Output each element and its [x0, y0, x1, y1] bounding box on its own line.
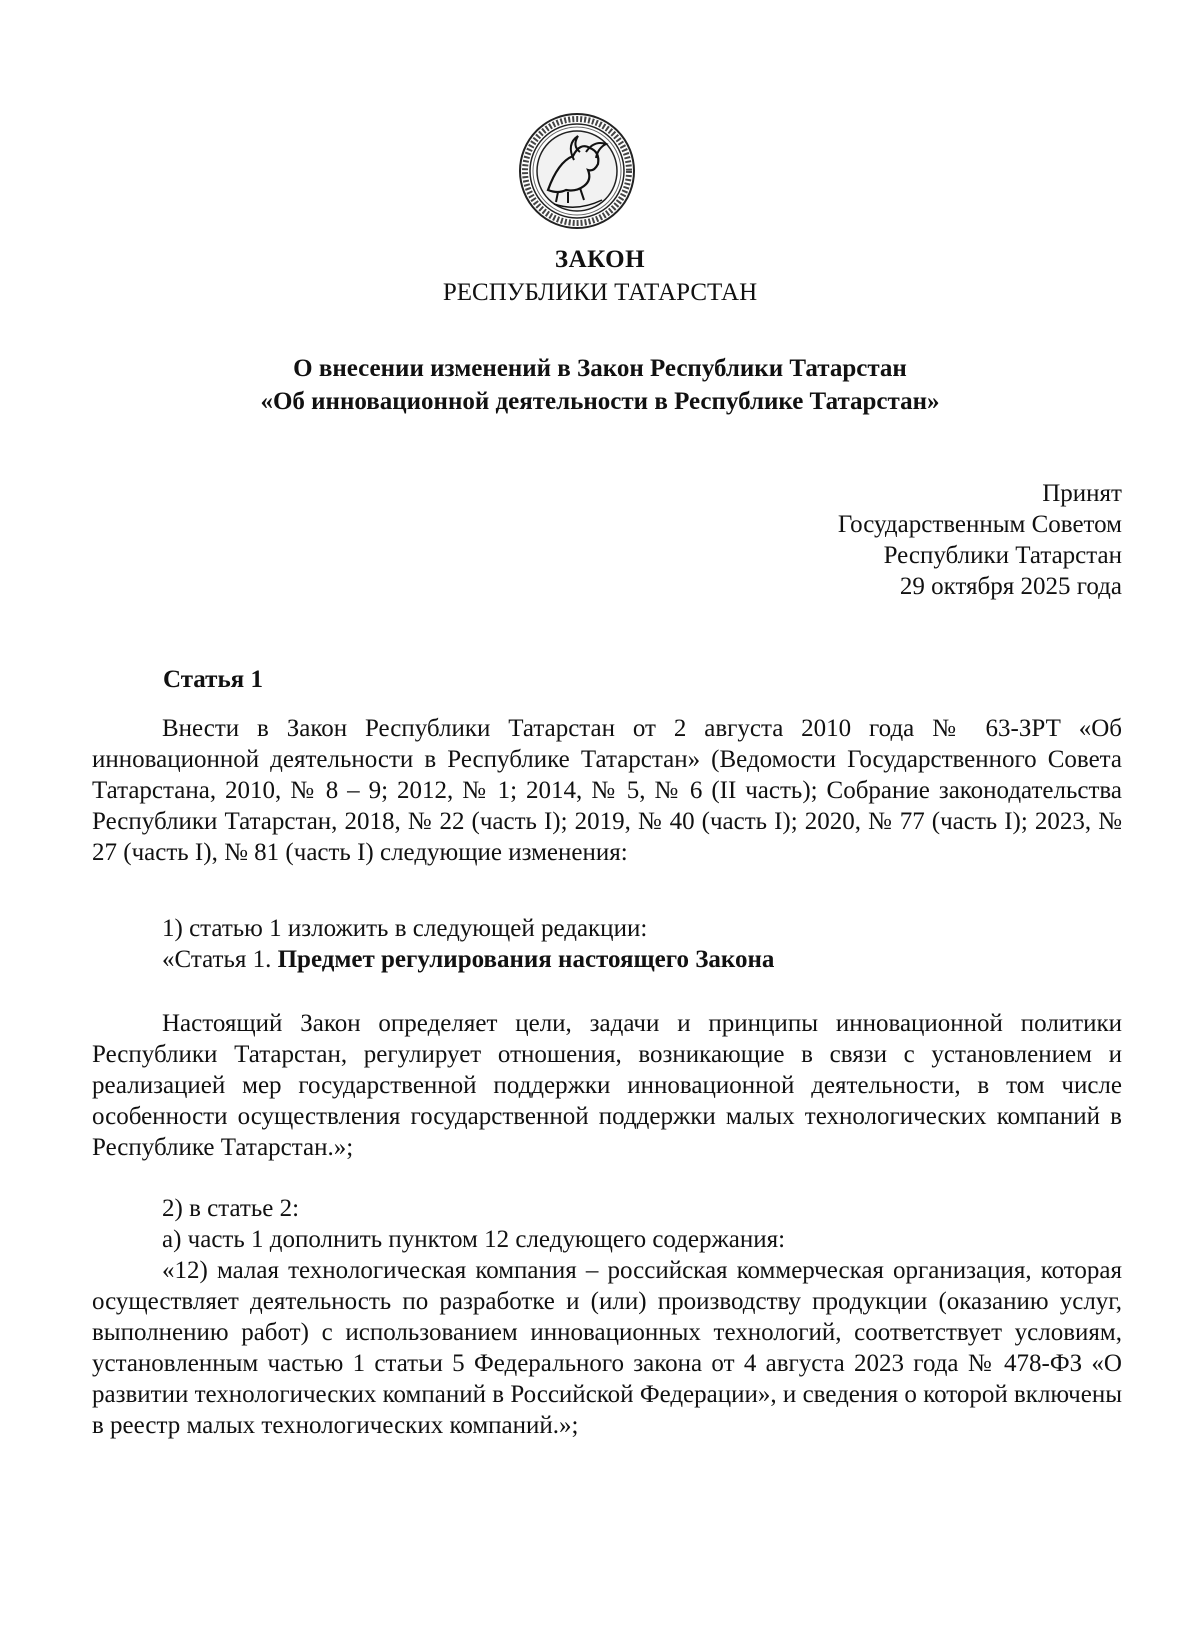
law-name-line-1: О внесении изменений в Закон Республики Татарстан: [293, 355, 907, 382]
paragraph-intro: Внести в Закон Республики Татарстан от 2 августа 2010 года № 63-ЗРТ «Об инновационной деятельности в Республике Татарстан» (Ведомости Государственного Совета Татарстана, 2010, № 8 – 9; 2012, № 1; 2014, № 5, № 6 (II часть); Собрание законодательства Республики Татарстан, 2018, № 22 (часть I); 2019, № 40 (часть I); 2020, № 77 (часть I); 2023, № 27 (часть I), № 81 (часть I) следующие изменения:: [92, 715, 1122, 866]
adoption-line-3: Республики Татарстан: [883, 542, 1122, 569]
law-title: ЗАКОН: [554, 246, 646, 273]
item-1: 1) статью 1 изложить в следующей редакции:: [162, 915, 648, 942]
adoption-line-1: Принят: [1042, 480, 1122, 507]
adoption-date: 29 октября 2025 года: [899, 573, 1122, 600]
item-1-quote: [162, 944, 774, 975]
law-name: [0, 352, 1200, 418]
adoption-line-2: Государственным Советом: [837, 511, 1122, 538]
adoption-block: [838, 478, 1122, 602]
law-name-line-2: «Об инновационной деятельности в Республике Татарстан»: [260, 388, 940, 415]
item-2: 2) в статье 2:: [162, 1195, 300, 1222]
item-2a: а) часть 1 дополнить пунктом 12 следующего содержания:: [162, 1226, 786, 1253]
law-subtitle: РЕСПУБЛИКИ ТАТАРСТАН: [442, 279, 758, 306]
item-1-quote-title: Предмет регулирования настоящего Закона: [277, 946, 775, 973]
paragraph-item-12: «12) малая технологическая компания – российская коммерческая организация, которая осуществляет деятельность по разработке и (или) производству продукции (оказанию услуг, выполнению работ) с использованием инновационных технологий, соответствует условиям, установленным частью 1 статьи 5 Федерального закона от 4 августа 2023 года № 478-ФЗ «О развитии технологических компаний в Российской Федерации», и сведения о которой включены в реестр малых технологических компаний.»;: [92, 1257, 1122, 1439]
tatarstan-coat-of-arms-icon: [518, 112, 636, 230]
paragraph-subject: Настоящий Закон определяет цели, задачи и принципы инновационной политики Республики Татарстан, регулирует отношения, возникающие в связи с установлением и реализацией мер государственной поддержки инновационной деятельности, в том числе особенности осуществления государственной поддержки малых технологических компаний в Республике Татарстан.»;: [92, 1010, 1122, 1161]
article-heading: Статья 1: [163, 666, 263, 693]
item-1-quote-prefix: «Статья 1.: [162, 946, 278, 973]
